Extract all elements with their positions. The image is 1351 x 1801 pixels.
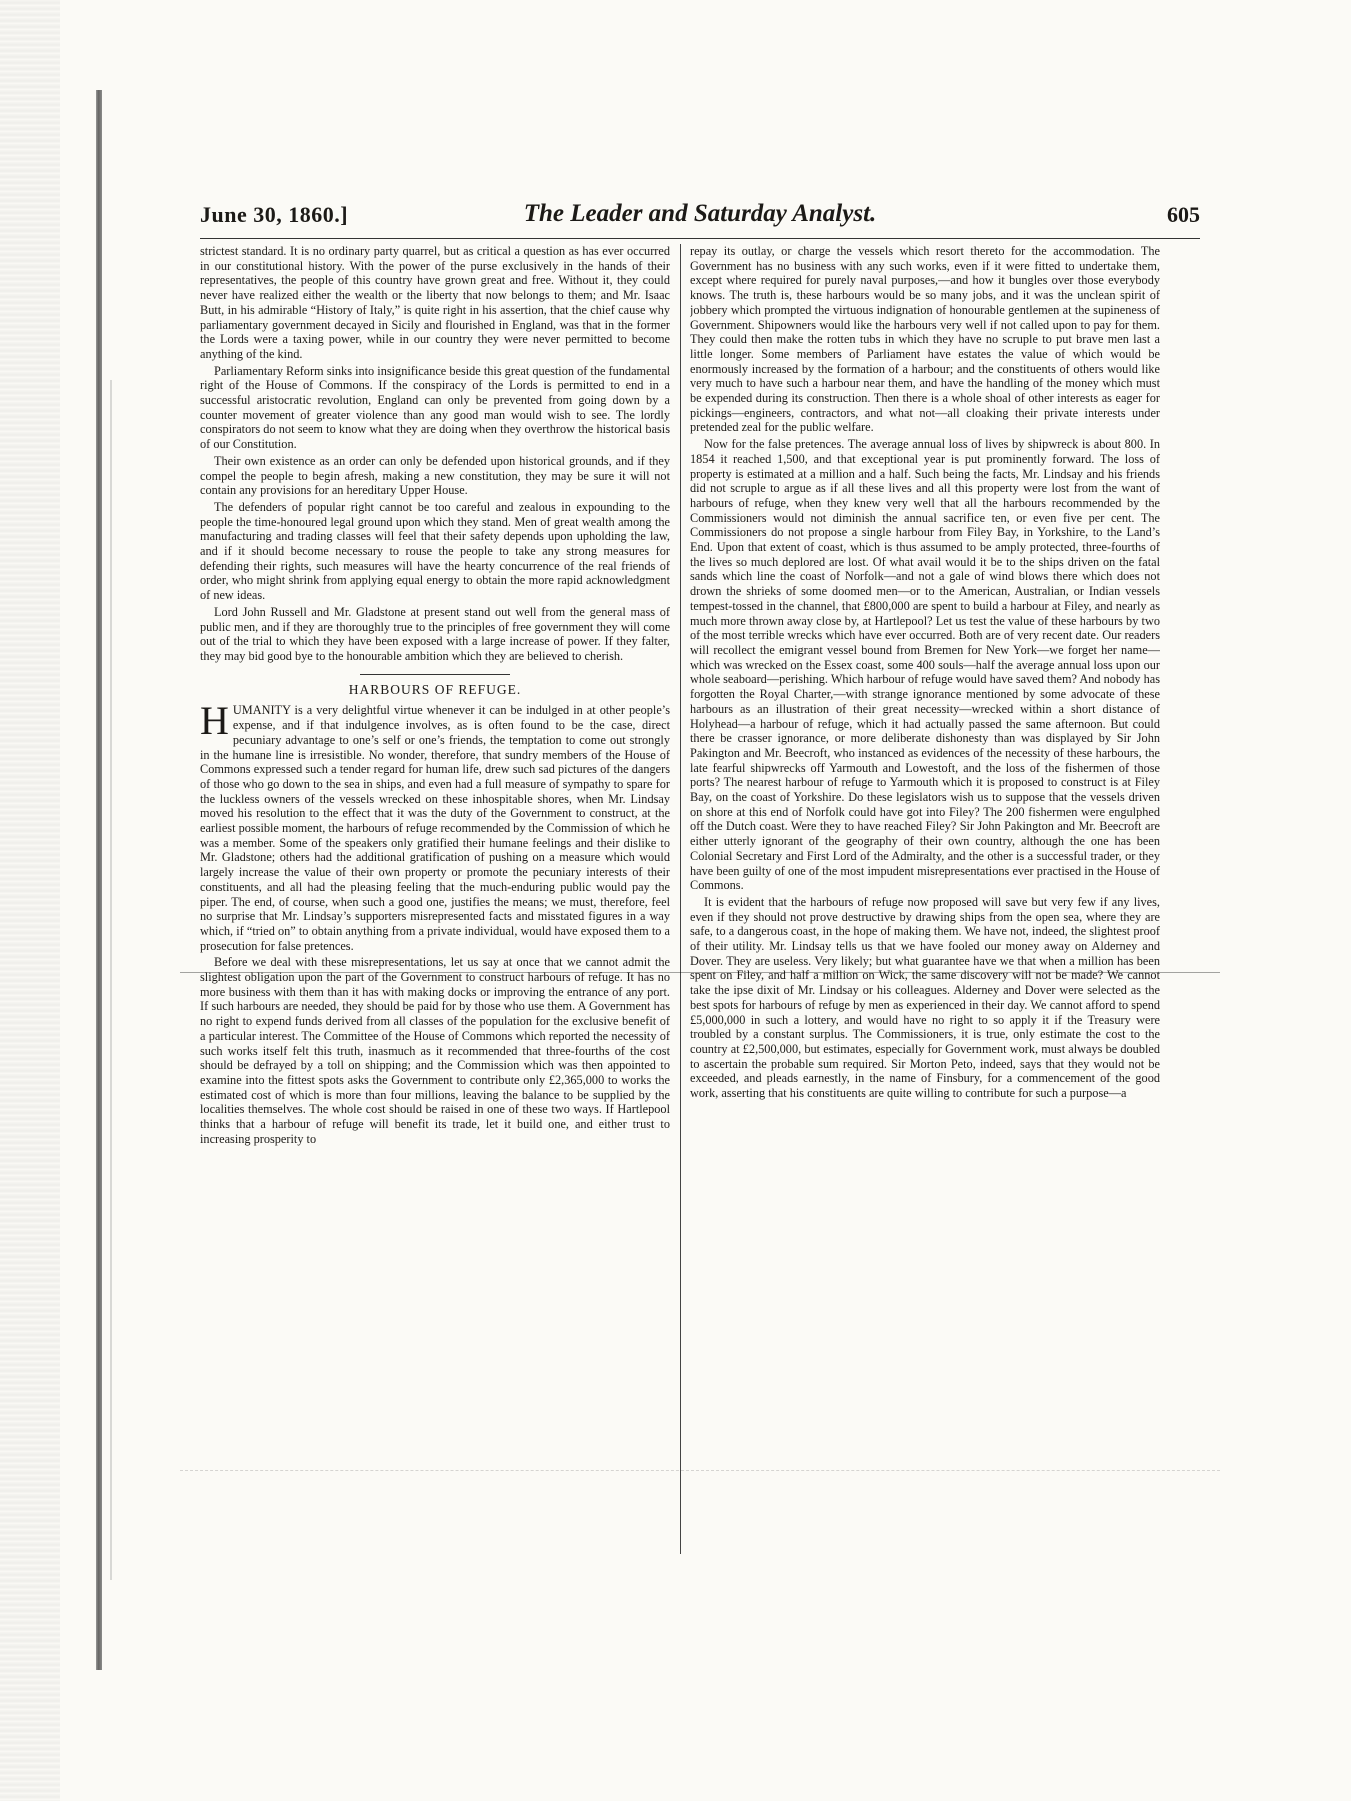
publication-title: The Leader and Saturday Analyst. bbox=[523, 200, 877, 227]
issue-date: June 30, 1860.] bbox=[200, 202, 349, 227]
paragraph: strictest standard. It is no ordinary party quarrel, but as critical a question as has ever occurred in our constitutional history. With the power of the purse exclusively in the hands of their representatives, the people of this country have grown great and free. Without it, they could never have realized either the wealth or the liberty that now belongs to them; and Mr. Isaac Butt, in his admirable “History of Italy,” is quite right in his assertion, that the chief cause why parliamentary government decayed in Sicily and flourished in England, was that in the former the Lords were a taxing power, while in our country they were never permitted to become anything of the kind. bbox=[200, 244, 670, 361]
paragraph: Before we deal with these misrepresentations, let us say at once that we cannot admit the slightest obligation upon the part of the Government to construct harbours of refuge. It has no more business with them than it has with making docks or improving the entrance of any port. If such harbours are needed, they should be paid for by those who use them. A Government has no right to expend funds derived from all classes of the population for the exclusive benefit of a particular interest. The Committee of the House of Commons which reported the necessity of such works itself felt this truth, inasmuch as it recommended that three-fourths of the cost should be defrayed by a toll on shipping; and the Commission which was then appointed to examine into the fittest spots asks the Government to contribute only £2,365,000 to works the estimated cost of which is more than four millions, leaving the balance to be supplied by the localities themselves. The whole cost should be raised in one of these two ways. If Hartlepool thinks that a harbour of refuge will benefit its trade, let it build one, and either trust to increasing prosperity to bbox=[200, 955, 670, 1146]
paragraph: It is evident that the harbours of refuge now proposed will save but very few if any lives, even if they should not prove destructive by drawing ships from the open sea, where they are safe, to a dangerous coast, in the hope of making them. We have not, indeed, the slightest proof of their utility. Mr. Lindsay tells us that we have fooled our money away on Alderney and Dover. They are useless. Very likely; but what guarantee have we that when a million has been spent on Filey, and half a million on Wick, the same discovery will not be made? We cannot take the ipse dixit of Mr. Lindsay or his colleagues. Alderney and Dover were selected as the best spots for harbours of refuge by men as experienced in their day. We cannot afford to spend £5,000,000 in such a lottery, and would have no right to so apply it if the Treasury were troubled by a constant surplus. The Commissioners, it is true, only estimate the cost to the country at £2,500,000, but estimates, especially for Government work, must always be doubled to ascertain the probable sum required. Sir Morton Peto, indeed, says that they would not be exceeded, and pleads earnestly, in the name of Finsbury, for a commencement of the good work, asserting that his constituents are quite willing to contribute for such a purpose—a bbox=[690, 894, 1160, 1101]
paragraph: Lord John Russell and Mr. Gladstone at present stand out well from the general mass of public men, and if they are thoroughly true to the principles of free government they will come out of the trial to which they have been exposed with a large increase of power. If they falter, they may bid good bye to the honourable ambition which they are believed to cherish. bbox=[200, 604, 670, 663]
left-column bbox=[200, 244, 670, 1554]
column-divider bbox=[680, 244, 681, 1554]
article-opening-text: UMANITY is a very delightful virtue whenever it can be indulged in at other people’s expense, and if that indulgence involves, as is often found to be the case, direct pecuniary advantage to one’s self or one’s friends, the temptation to come out strongly in the humane line is irresistible. No wonder, therefore, that sundry members of the House of Commons expressed such a tender regard for human life, drew such sad pictures of the dangers of those who go down to the sea in ships, and even had a full measure of sympathy to spare for the luckless owners of the vessels wrecked on these inhospitable shores, when Mr. Lindsay moved his resolution to the effect that it was the duty of the Government to construct, at the earliest possible moment, the harbours of refuge recommended by the Commission of which he was a member. Some of the speakers only gratified their humane feelings and their dislike to Mr. Gladstone; others had the additional gratification of pushing on a measure which would largely increase the value of their own property or promote the pecuniary interests of their constituents, and all had the pleasing feeling that the much-enduring public would pay the piper. The end, of course, when such a good one, justifies the means; we must, therefore, feel no surprise that Mr. Lindsay’s supporters misrepresented facts and misstated figures in a way which, if “tried on” to obtain anything from a private individual, would have exposed them to a prosecution for false pretences. bbox=[200, 703, 670, 953]
scan-fold-line-faint bbox=[180, 1470, 1220, 1471]
paragraph: The defenders of popular right cannot be too careful and zealous in expounding to the people the time-honoured legal ground upon which they stand. Men of great wealth among the manufacturing and trading classes will feel that their safety depends upon upholding the law, and if it should become necessary to rouse the people to take any strong measures for defending their rights, such measures will have the hearty concurrence of the real friends of order, who might shrink from applying equal energy to obtain the more rapid acknowledgment of new ideas. bbox=[200, 499, 670, 603]
article-separator-rule bbox=[360, 674, 510, 675]
binding-edge bbox=[96, 90, 102, 1670]
page-number: 605 bbox=[1167, 202, 1200, 227]
scan-fold-line bbox=[180, 972, 1220, 973]
paragraph: Parliamentary Reform sinks into insignificance beside this great question of the fundamental right of the House of Commons. If the conspiracy of the Lords is permitted to end in a successful aristocratic revolution, England can only be prevented from going down by a counter movement of greater violence than any good man would wish to see. The lordly conspirators do not seem to know what they are doing when they overthrow the historical basis of our Constitution. bbox=[200, 363, 670, 452]
header-rule bbox=[200, 238, 1200, 239]
drop-cap: H bbox=[200, 698, 229, 744]
binding-shadow bbox=[110, 380, 112, 1580]
article-opening-paragraph bbox=[200, 698, 670, 953]
paragraph: repay its outlay, or charge the vessels which resort thereto for the accommodation. The Government has no business with any such works, even if it were fitted to undertake them, except where required for purely naval purposes,—and how it bungles over those everybody knows. The truth is, these harbours would be so many jobs, and it was the unclean spirit of jobbery which prompted the virtuous indignation of honourable gentlemen at the supineness of Government. Shipowners would like the harbours very well if not called upon to pay for them. They could then make the rotten tubs in which they have no scruple to put brave men last a little longer. Some members of Parliament have estates the value of which would be enormously increased by the formation of a harbour; and the constituents of others would like very much to have such a harbour near them, and have the handling of the money which must be expended during its construction. Then there is a whole shoal of other interests as eager for pickings—engineers, contractors, and what not—all cloaking their private interests under pretended zeal for the public welfare. bbox=[690, 244, 1160, 435]
page-header bbox=[200, 200, 1200, 232]
paragraph: Their own existence as an order can only be defended upon historical grounds, and if they compel the people to begin afresh, making a new constitution, they may be sure it will not contain any provisions for an hereditary Upper House. bbox=[200, 453, 670, 498]
article-title: HARBOURS OF REFUGE. bbox=[348, 681, 522, 697]
scan-edge-texture bbox=[0, 0, 60, 1801]
right-column bbox=[690, 244, 1160, 1554]
paragraph: Now for the false pretences. The average annual loss of lives by shipwreck is about 800. In 1854 it reached 1,500, and that exceptional year is put prominently forward. The loss of property is estimated at a million and a half. Such being the facts, Mr. Lindsay and his friends did not scruple to argue as if all these lives and all this property were lost from the want of harbours of refuge, when they knew very well that all the harbours recommended by the Commissioners would not diminish the annual sacrifice ten, or even five per cent. The Commissioners do not propose a single harbour from Filey Bay, in Yorkshire, to the Land’s End. Upon that extent of coast, which is thus assumed to be amply protected, three-fourths of the lives so much deplored are lost. Of what avail would it be to the ships driven on the fatal sands which line the coast of Norfolk—and not a gale of wind blows there which does not drown the shrieks of some doomed men—or to the American, Australian, or Indian vessels tempest-tossed in the channel, that £800,000 are spent to build a harbour at Filey, and nearly as much more thrown away close by, at Hartlepool? Let us test the value of these harbours by two of the most terrible wrecks which have ever occurred. Both are of very recent date. Our readers will recollect the emigrant vessel bound from Bremen for New York—we forget her name—which was wrecked on the Essex coast, some 400 souls—half the average annual loss upon our whole seaboard—perishing. Which harbour of refuge would have saved them? And nobody has forgotten the Royal Charter,—with strange ignorance mentioned by some advocate of these harbours as an illustration of their great necessity—wrecked within a short distance of Holyhead—a harbour of refuge, which it had actually passed the same afternoon. But could there be crasser ignorance, or more deliberate dishonesty than was displayed by Sir John Pakington and Mr. Beecroft, who instanced as evidences of the necessity of these harbours, the late fearful shipwrecks off Yarmouth and Lowestoft, and the loss of the fishermen of those ports? The nearest harbour of refuge to Yarmouth which it is proposed to construct is at Filey Bay, on the coast of Yorkshire. Do these legislators wish us to suppose that the vessels driven on shore at this end of Norfolk could have got into Filey? The 200 fishermen were engulphed off the Dutch coast. Were they to have reached Filey? Sir John Pakington and Mr. Beecroft are either utterly ignorant of the geography of their own country, although the one has been Colonial Secretary and First Lord of the Admiralty, and the other is a successful trader, or they have been guilty of one of the most impudent misrepresentations ever practised in the House of Commons. bbox=[690, 437, 1160, 893]
